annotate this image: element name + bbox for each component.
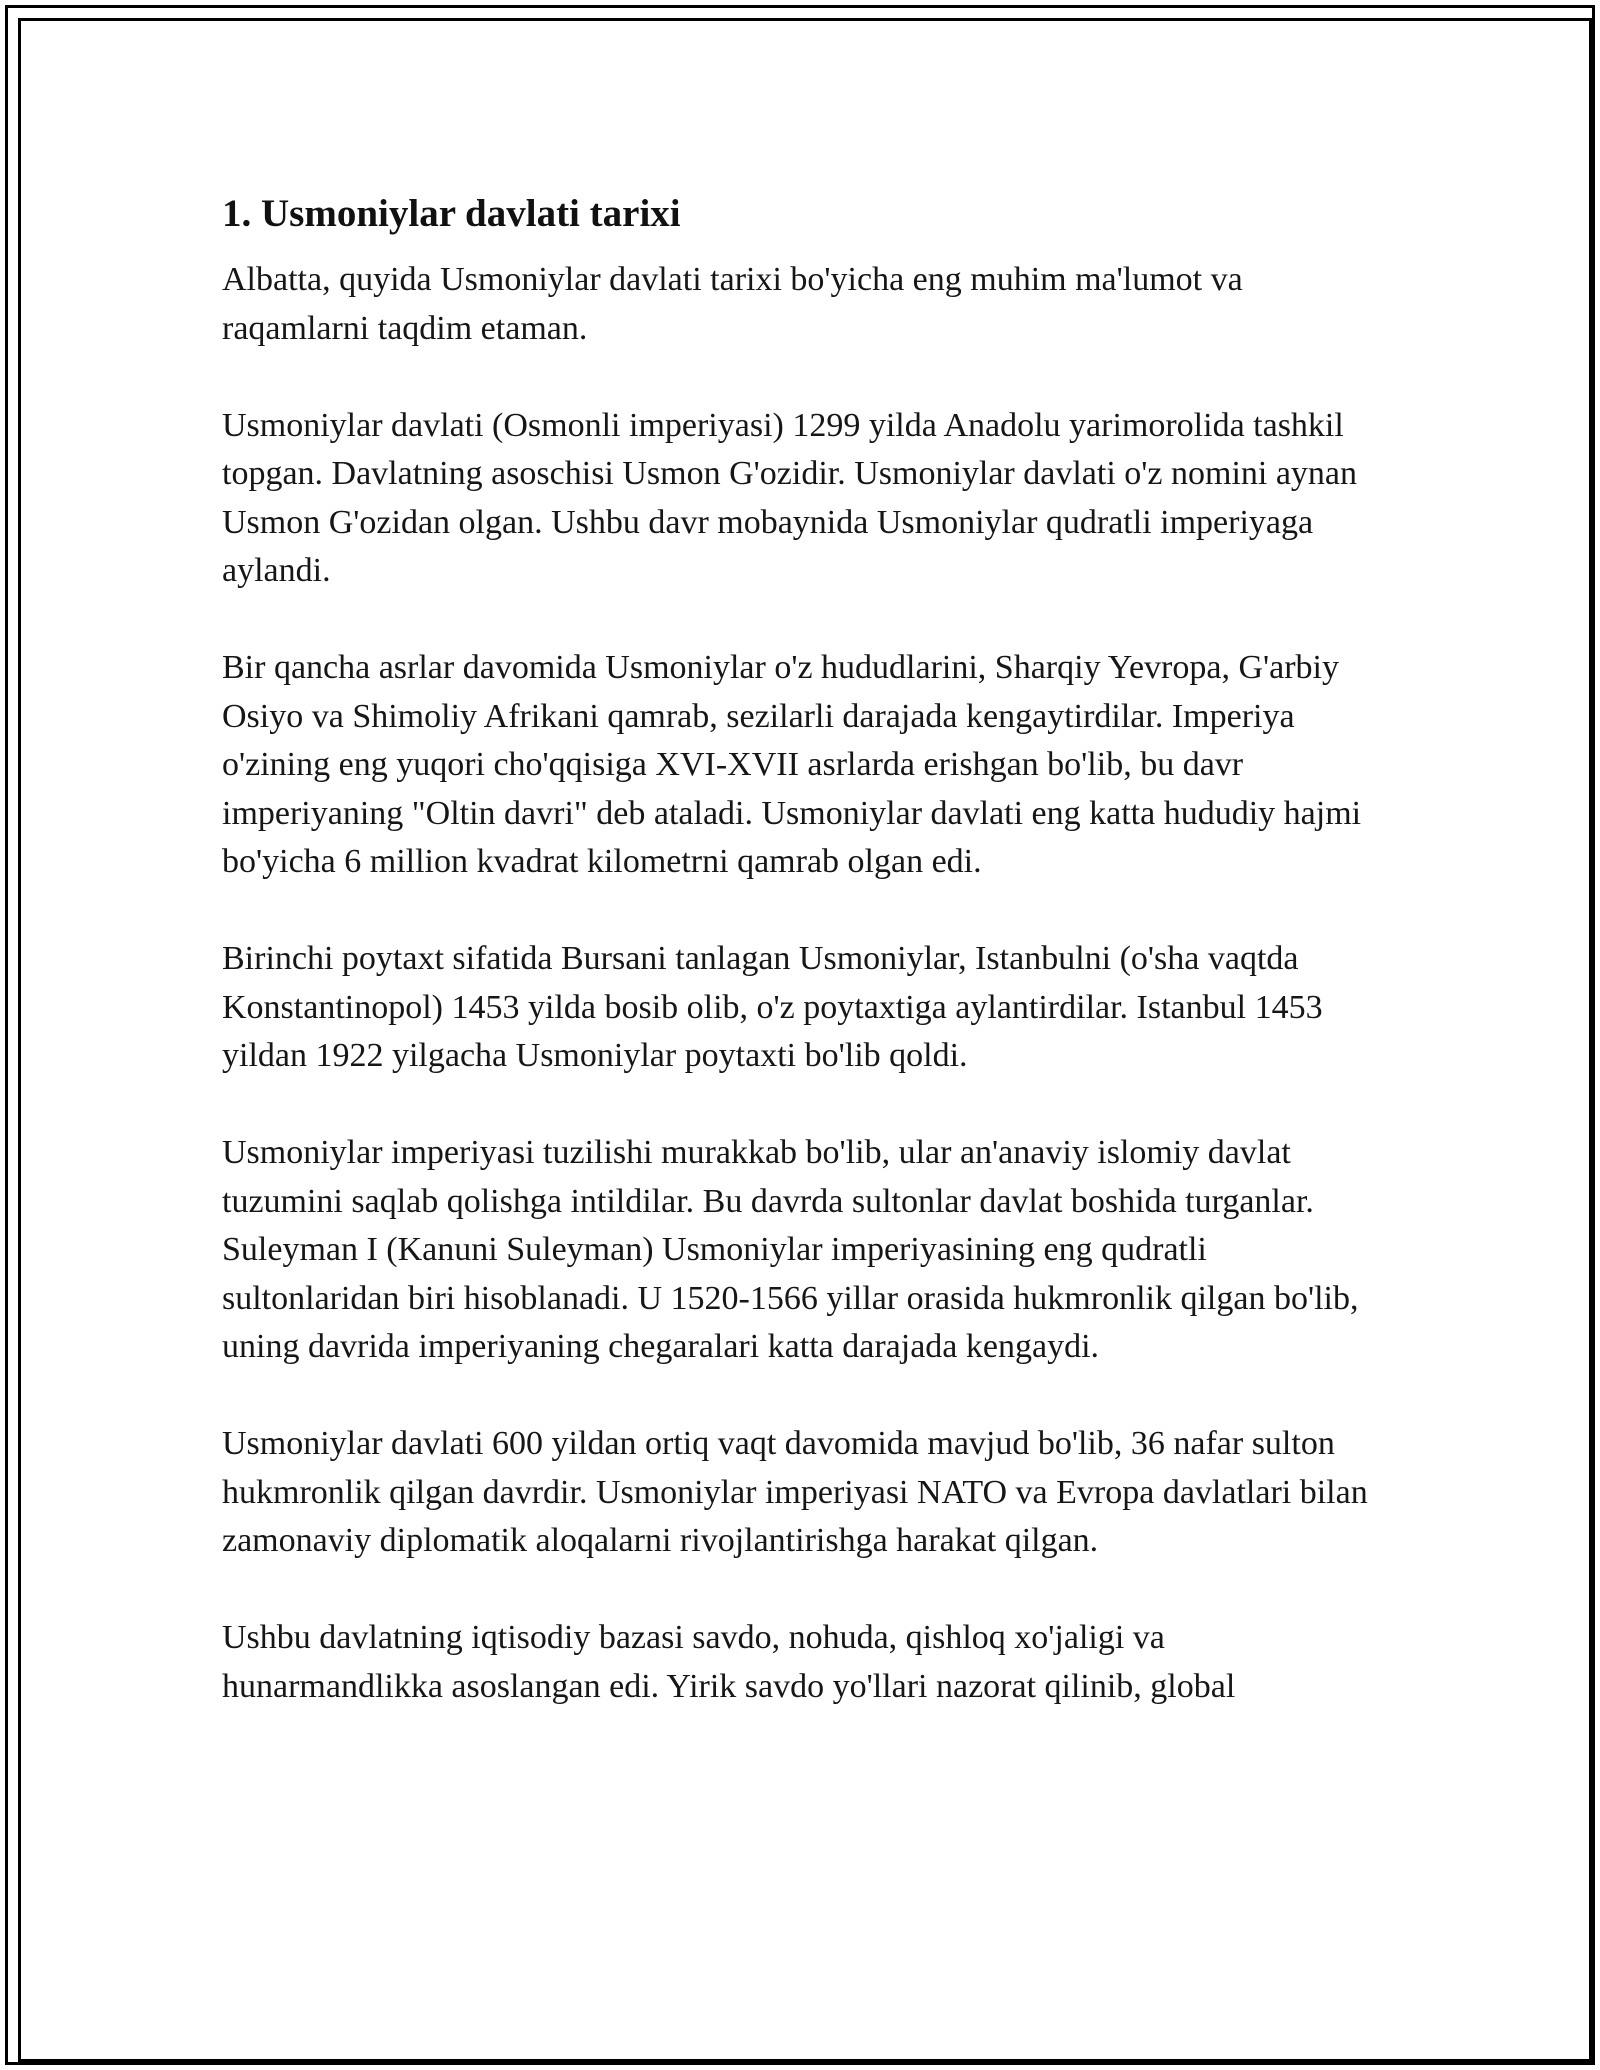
paragraph-expansion: Bir qancha asrlar davomida Usmoniylar o'z hududlarini, Sharqiy Yevropa, G'arbiy Osiyo va Shimoliy Afrikani qamrab, sezilarli darajada kengaytirdilar. Imperiya o'zining eng yuqori cho'qqisiga XVI-XVII asrlarda erishgan bo'lib, bu davr imperiyaning "Oltin davri" deb ataladi. Usmoniylar davlati eng katta hududiy hajmi bo'yicha 6 million kvadrat kilometrni qamrab olgan edi. — [222, 649, 1362, 880]
paragraph-duration: Usmoniylar davlati 600 yildan ortiq vaqt davomida mavjud bo'lib, 36 nafar sulton hukmronlik qilgan davrdir. Usmoniylar imperiyasi NATO va Evropa davlatlari bilan zamonaviy diplomatik aloqalarni rivojlantirishga harakat qilgan. — [222, 1425, 1368, 1559]
paragraph-intro: Albatta, quyida Usmoniylar davlati tarixi bo'yicha eng muhim ma'lumot va raqamlarni taqdim etaman. — [222, 261, 1243, 347]
paragraph-capital: Birinchi poytaxt sifatida Bursani tanlagan Usmoniylar, Istanbulni (o'sha vaqtda Konstantinopol) 1453 yilda bosib olib, o'z poytaxtiga aylantirdilar. Istanbul 1453 yildan 1922 yilgacha Usmoniylar poytaxti bo'lib qoldi. — [222, 940, 1323, 1074]
paragraph-founding: Usmoniylar davlati (Osmonli imperiyasi) 1299 yilda Anadolu yarimorolida tashkil topgan. Davlatning asoschisi Usmon G'ozidir. Usmoniylar davlati o'z nomini aynan Usmon G'ozidan olgan. Ushbu davr mobaynida Usmoniylar qudratli imperiyaga aylandi. — [222, 406, 1358, 589]
document-body — [222, 186, 1382, 1760]
paragraph-structure: Usmoniylar imperiyasi tuzilishi murakkab bo'lib, ular an'anaviy islomiy davlat tuzumini saqlab qolishga intildilar. Bu davrda sultonlar davlat boshida turganlar. Suleyman I (Kanuni Suleyman) Usmoniylar imperiyasining eng qudratli sultonlaridan biri hisoblanadi. U 1520-1566 yillar orasida hukmronlik qilgan bo'lib, uning davrida imperiyaning chegaralari katta darajada kengaydi. — [222, 1134, 1359, 1365]
paragraph-economy: Ushbu davlatning iqtisodiy bazasi savdo, nohuda, qishloq xo'jaligi va hunarmandlikka asoslangan edi. Yirik savdo yo'llari nazorat qilinib, global — [222, 1619, 1236, 1705]
document-title: 1. Usmoniylar davlati tarixi — [222, 192, 681, 235]
